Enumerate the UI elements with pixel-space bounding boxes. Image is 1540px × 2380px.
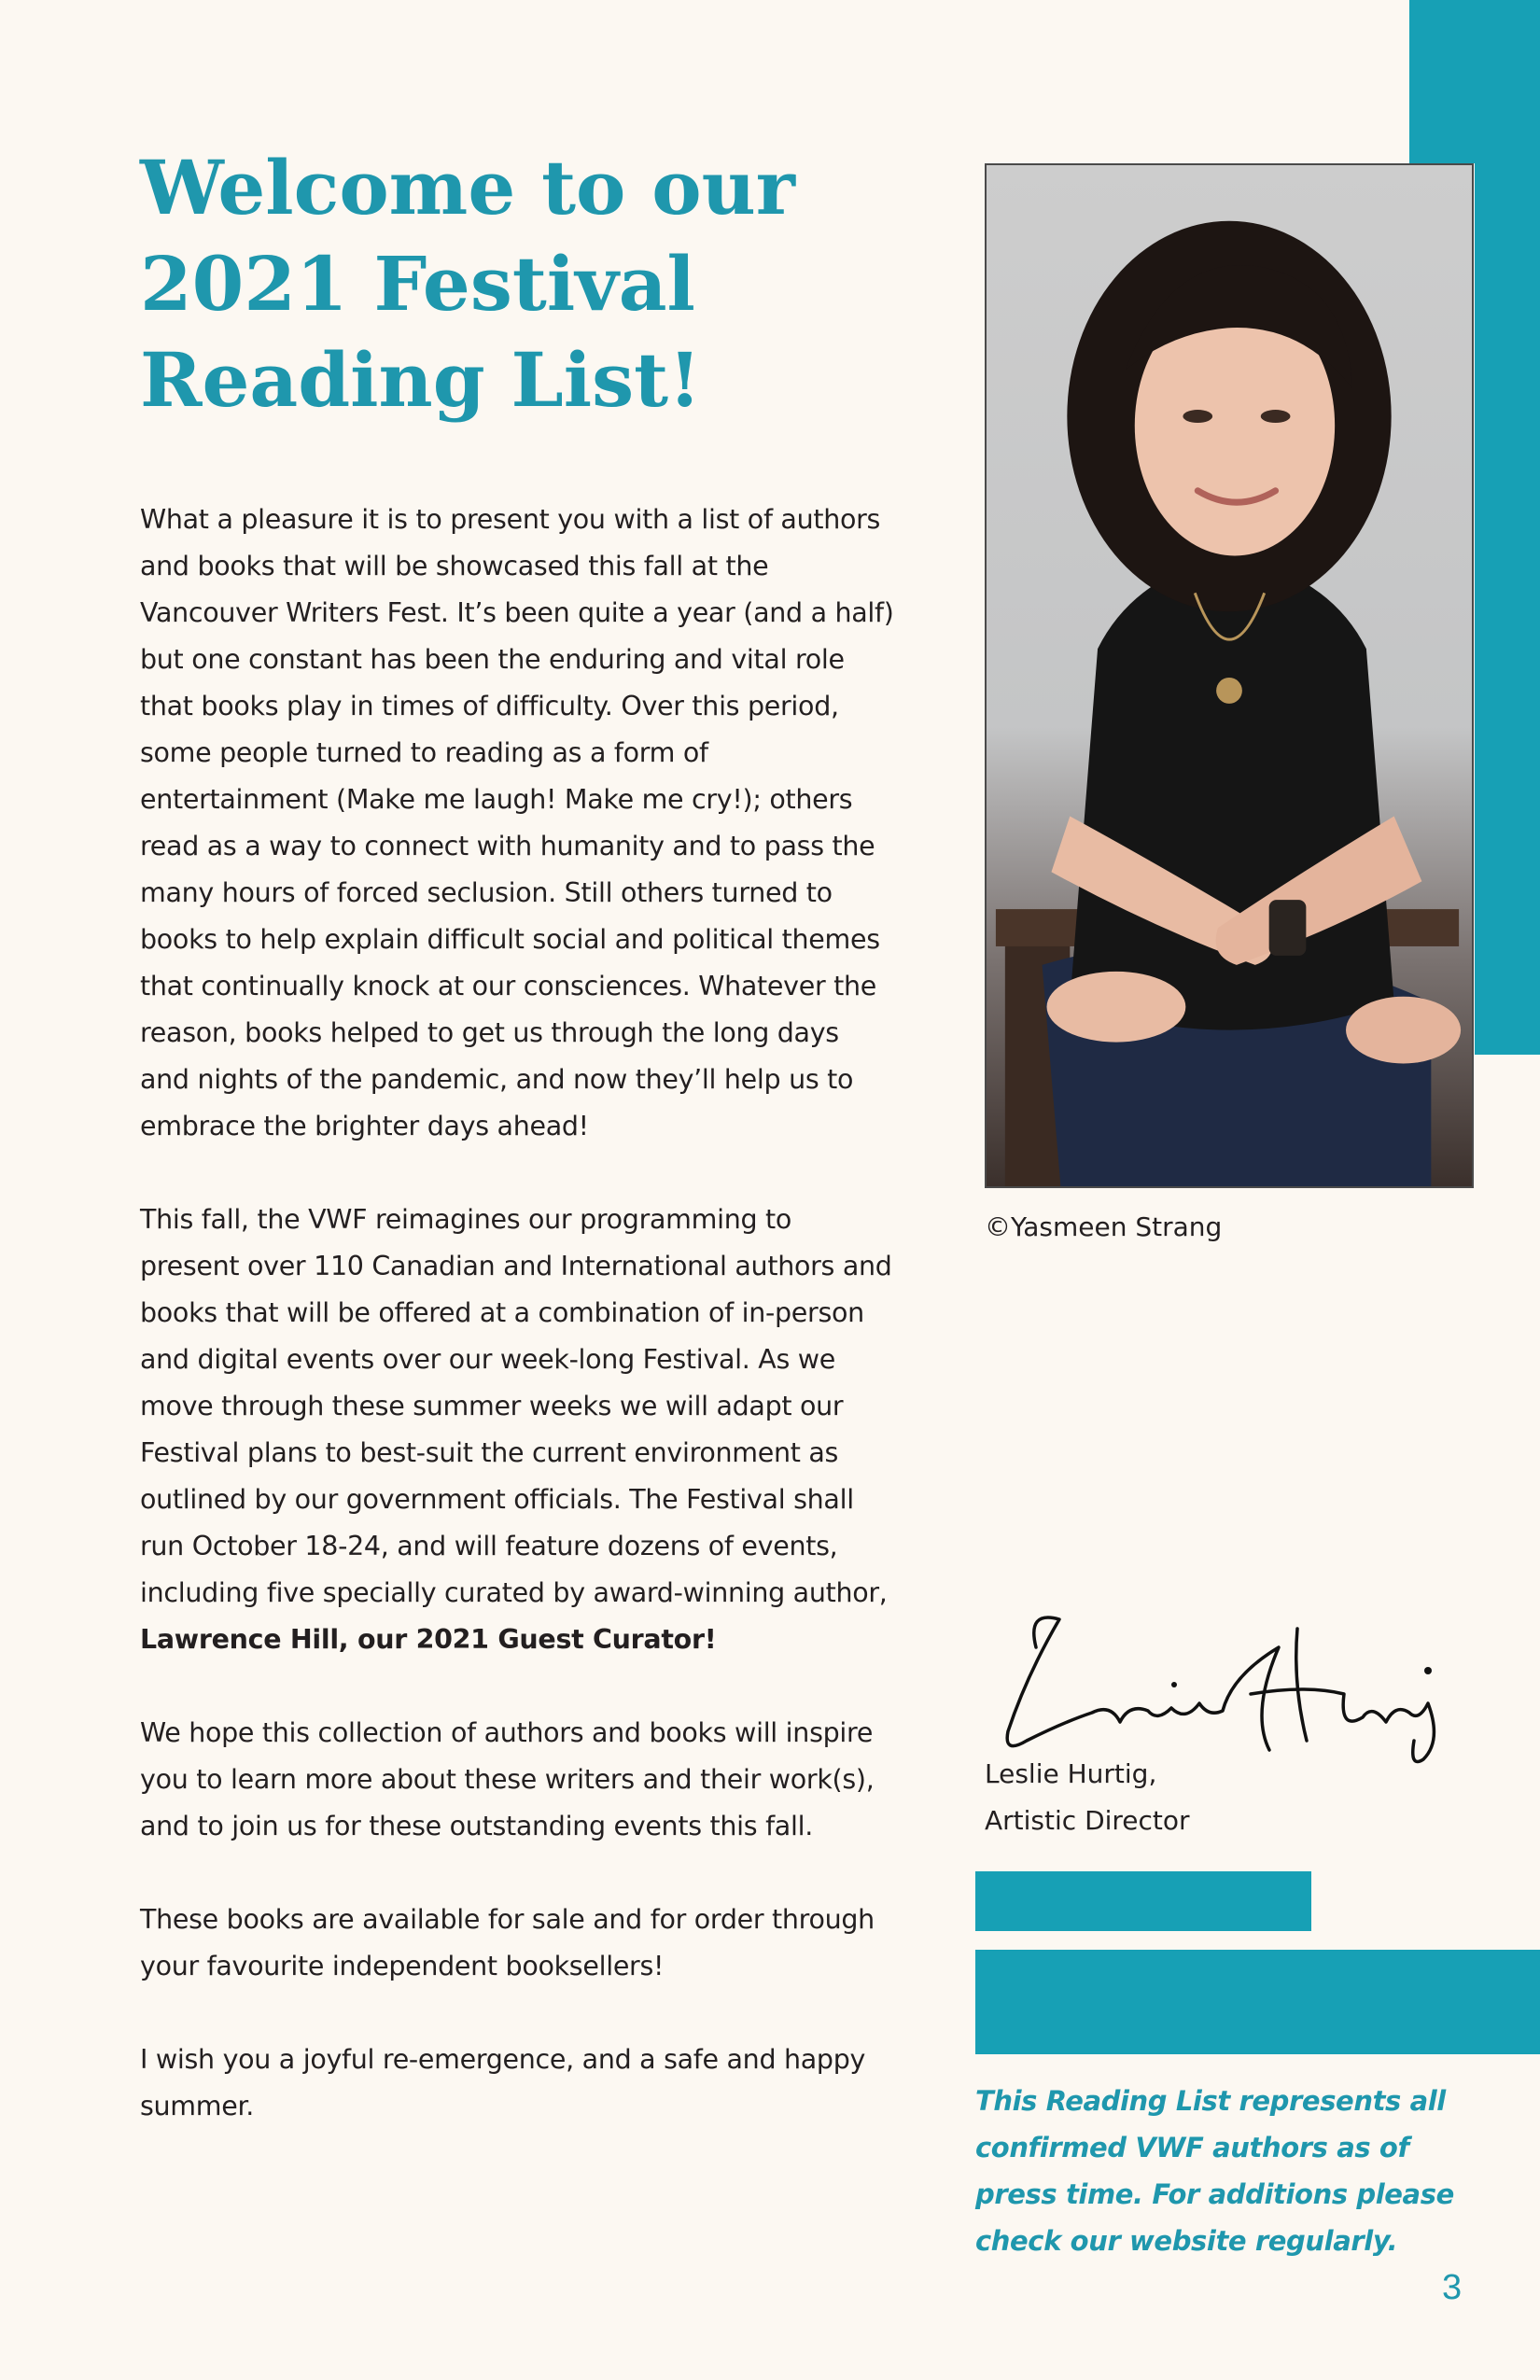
letter-paragraph-1: What a pleasure it is to present you with a list of authors and books that will be showcased this fall at the Vancouver Writers Fest. It’s been quite a year (and a half) but one constant has been the enduring and vital role that books play in times of difficulty. Over this period, some people turned to reading as a form of entertainment (Make me laugh! Make me cry!); others read as a way to connect with humanity and to pass the many hours of forced seclusion. Still others turned to books to help explain difficult social and political themes that continually knock at our consciences. Whatever the reason, books helped to get us through the long days and nights of the pandemic, and now they’ll help us to embrace the brighter days ahead! [140, 504, 894, 1141]
guest-curator-highlight: Lawrence Hill, our 2021 Guest Curator! [140, 1624, 717, 1655]
letter-paragraph-2 [140, 1197, 896, 1663]
decorative-teal-strip-side [1475, 0, 1540, 1055]
signer-role: Artistic Director [985, 1805, 1190, 1836]
welcome-letter [140, 497, 896, 2130]
director-portrait-photo [985, 163, 1474, 1188]
signer-name: Leslie Hurtig, [985, 1758, 1157, 1789]
page-title [140, 140, 887, 428]
decorative-teal-bar-long [975, 1950, 1540, 2054]
letter-paragraph-3: We hope this collection of authors and books will inspire you to learn more about these writers and their work(s), and to join us for these outstanding events this fall. [140, 1717, 875, 1841]
photo-credit: ©Yasmeen Strang [985, 1211, 1223, 1242]
title-line-2: 2021 Festival [140, 240, 695, 328]
reading-list-note: This Reading List represents all confirmed VWF authors as of press time. For additions please check our website regularly. [975, 2085, 1454, 2257]
title-line-3: Reading List! [140, 336, 702, 424]
decorative-teal-bar-short [975, 1871, 1311, 1931]
signature-graphic [971, 1591, 1475, 1769]
letter-paragraph-4: These books are available for sale and for order through your favourite independent booksellers! [140, 1904, 875, 1981]
paragraph-2-text: This fall, the VWF reimagines our programming to present over 110 Canadian and International authors and books that will be offered at a combination of in-person and digital events over our week-long Festival. As we move through these summer weeks we will adapt our Festival plans to best-suit the current environment as outlined by our government officials. The Festival shall run October 18-24, and will feature dozens of events, including five specially curated by award-winning author, [140, 1204, 892, 1608]
letter-paragraph-5: I wish you a joyful re-emergence, and a safe and happy summer. [140, 2044, 866, 2121]
title-line-1: Welcome to our [140, 144, 795, 231]
portrait-illustration [987, 165, 1472, 1186]
signer-block [985, 1751, 1190, 1844]
page-number: 3 [1442, 2268, 1463, 2307]
